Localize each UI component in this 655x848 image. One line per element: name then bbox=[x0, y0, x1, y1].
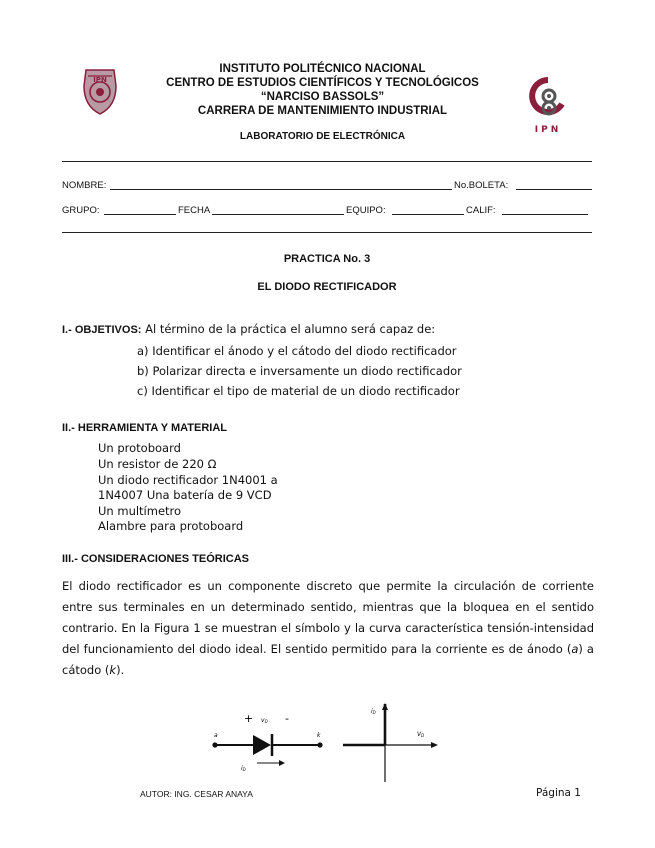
grupo-label: GRUPO: bbox=[62, 205, 100, 216]
footer-author: AUTOR: ING. CESAR ANAYA bbox=[140, 789, 253, 799]
cathode-symbol: k bbox=[109, 663, 117, 677]
cecyt-logo-right bbox=[524, 74, 572, 136]
institute-name: INSTITUTO POLITÉCNICO NACIONAL bbox=[219, 63, 426, 75]
objetivos-intro: Al término de la práctica el alumno será capaz de: bbox=[141, 322, 436, 336]
fecha-label: FECHA bbox=[178, 205, 211, 216]
svg-text:IPN: IPN bbox=[93, 76, 107, 84]
figure-1 bbox=[205, 700, 445, 785]
objetivo-item: c) Identificar el tipo de material de un diodo rectificador bbox=[137, 384, 460, 398]
teoria-text: El diodo rectificador es un componente discreto que permite la circulación de corriente entre sus terminales en un determinado sentido, mientras que la bloquea en el sentido contrario. En la Figura 1 se muestran el símbolo y la curva característica tensión-intensidad del funcionamiento del diodo ideal. El sentido permitido para la corriente es de ánodo ( bbox=[62, 579, 594, 656]
grupo-field[interactable] bbox=[104, 214, 176, 215]
material-item: 1N4007 Una batería de 9 VCD bbox=[98, 488, 272, 502]
objetivo-item: b) Polarizar directa e inversamente un diodo rectificador bbox=[137, 364, 462, 378]
material-item: Alambre para protoboard bbox=[98, 519, 244, 533]
current-arrow-icon bbox=[279, 760, 285, 766]
axis-i-label: iD bbox=[371, 708, 376, 715]
ipn-shield-icon bbox=[80, 68, 120, 116]
lab-name: LABORATORIO DE ELECTRÓNICA bbox=[239, 131, 406, 142]
vd-label: vD bbox=[261, 717, 268, 724]
career-name: CARRERA DE MANTENIMIENTO INDUSTRIAL bbox=[197, 105, 448, 117]
student-row bbox=[62, 178, 592, 192]
objetivo-item: a) Identificar el ánodo y el cátodo del diodo rectificador bbox=[137, 344, 457, 358]
material-item: Un diodo rectificador 1N4001 a bbox=[98, 473, 278, 487]
practice-number: PRACTICA No. 3 bbox=[283, 253, 371, 265]
objetivos-line bbox=[62, 322, 435, 336]
id-label: iD bbox=[241, 765, 246, 772]
material-item: Un multímetro bbox=[98, 504, 182, 518]
footer-page: Página 1 bbox=[536, 787, 581, 799]
plus-sign: + bbox=[244, 712, 254, 725]
group-row bbox=[62, 203, 592, 217]
nombre-label: NOMBRE: bbox=[62, 180, 107, 191]
fields-divider bbox=[62, 232, 592, 233]
calif-label: CALIF: bbox=[466, 205, 496, 216]
equipo-label: EQUIPO: bbox=[346, 205, 386, 216]
minus-sign: - bbox=[285, 712, 289, 725]
teoria-heading: III.- CONSIDERACIONES TEÓRICAS bbox=[62, 553, 250, 565]
fecha-field[interactable] bbox=[212, 214, 344, 215]
teoria-paragraph bbox=[62, 576, 594, 681]
teoria-text: ). bbox=[116, 663, 125, 677]
cathode-label: k bbox=[317, 732, 321, 739]
cecyt-gear-icon bbox=[524, 74, 572, 136]
center-name: CENTRO DE ESTUDIOS CIENTÍFICOS Y TECNOLÓGICOS bbox=[166, 77, 479, 89]
diode-figure bbox=[205, 700, 445, 785]
material-heading: II.- HERRAMIENTA Y MATERIAL bbox=[62, 422, 227, 434]
practice-title: EL DIODO RECTIFICADOR bbox=[257, 281, 397, 293]
objetivos-heading: I.- OBJETIVOS: bbox=[62, 324, 142, 336]
ipn-logo-left bbox=[80, 68, 120, 116]
diode-symbol bbox=[212, 734, 322, 756]
material-item: Un protoboard bbox=[98, 441, 181, 455]
axis-v-label: VD bbox=[417, 731, 425, 738]
boleta-label: No.BOLETA: bbox=[454, 180, 509, 191]
anode-symbol: a bbox=[571, 642, 579, 656]
teoria-text: ) a cátodo ( bbox=[62, 642, 594, 677]
center-alias: “NARCISO BASSOLS” bbox=[260, 91, 385, 103]
equipo-field[interactable] bbox=[392, 214, 464, 215]
header-divider bbox=[62, 161, 592, 162]
material-item: Un resistor de 220 Ω bbox=[98, 457, 217, 471]
boleta-field[interactable] bbox=[516, 189, 592, 190]
svg-text:IPN: IPN bbox=[534, 125, 562, 135]
nombre-field[interactable] bbox=[110, 189, 452, 190]
calif-field[interactable] bbox=[502, 214, 588, 215]
anode-label: a bbox=[214, 732, 218, 739]
iv-curve bbox=[343, 703, 438, 782]
